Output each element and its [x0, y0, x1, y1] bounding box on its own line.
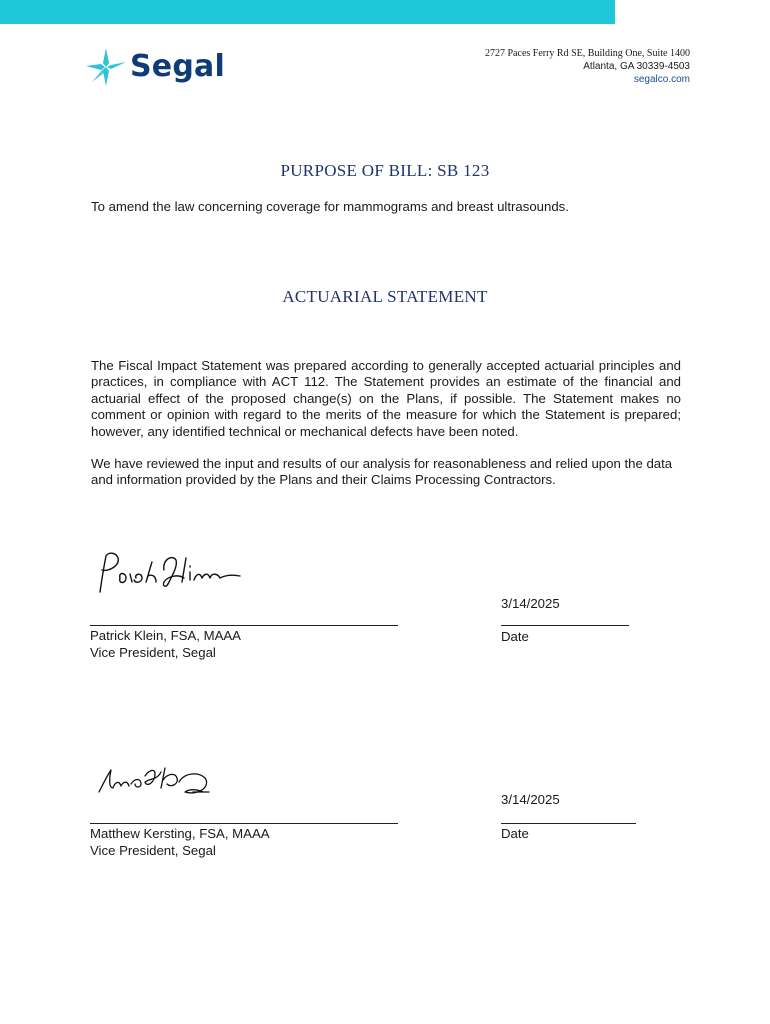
signatory-2-title: Vice President, Segal — [90, 842, 216, 858]
logo-wordmark: Segal — [130, 49, 225, 84]
date-value-2: 3/14/2025 — [501, 792, 560, 807]
signatory-1-title: Vice President, Segal — [90, 644, 216, 660]
website-link[interactable]: segalco.com — [633, 74, 690, 85]
signature-line-1 — [90, 625, 398, 626]
top-bar-edge — [615, 0, 770, 24]
date-label-2: Date — [501, 826, 529, 841]
star-icon — [84, 46, 128, 88]
date-line-1 — [501, 625, 629, 626]
segal-logo — [84, 46, 234, 88]
date-line-2 — [501, 823, 636, 824]
signature-matthew-kersting — [95, 758, 225, 802]
date-value-1: 3/14/2025 — [501, 596, 560, 611]
actuarial-paragraph-1: The Fiscal Impact Statement was prepared according to generally accepted actuarial principles and practices, in compliance with ACT 112. The Statement provides an estimate of the financial and actuarial effect of the proposed change(s) on the Plans, if possible. The Statement makes no comment or opinion with regard to the merits of the measure for which the Statement is prepared; however, any identified technical or mechanical defects have been noted. — [91, 358, 681, 439]
date-label-1: Date — [501, 629, 529, 644]
purpose-heading: PURPOSE OF BILL: SB 123 — [280, 161, 490, 180]
address-block — [485, 47, 690, 86]
signature-line-2 — [90, 823, 398, 824]
signatory-1 — [90, 628, 241, 661]
top-accent-bar — [0, 0, 770, 24]
signatory-2-name: Matthew Kersting, FSA, MAAA — [90, 826, 270, 841]
signatory-2 — [90, 826, 270, 859]
actuarial-heading: ACTUARIAL STATEMENT — [282, 287, 488, 306]
signature-patrick-klein — [90, 548, 250, 596]
address-city: Atlanta, GA 30339-4503 — [583, 61, 690, 72]
signatory-1-name: Patrick Klein, FSA, MAAA — [90, 628, 241, 643]
address-street: 2727 Paces Ferry Rd SE, Building One, Suite 1400 — [485, 48, 690, 59]
actuarial-paragraph-2: We have reviewed the input and results of our analysis for reasonableness and relied upon the data and information provided by the Plans and their Claims Processing Contractors. — [91, 456, 673, 488]
purpose-text: To amend the law concerning coverage for mammograms and breast ultrasounds. — [91, 199, 569, 214]
